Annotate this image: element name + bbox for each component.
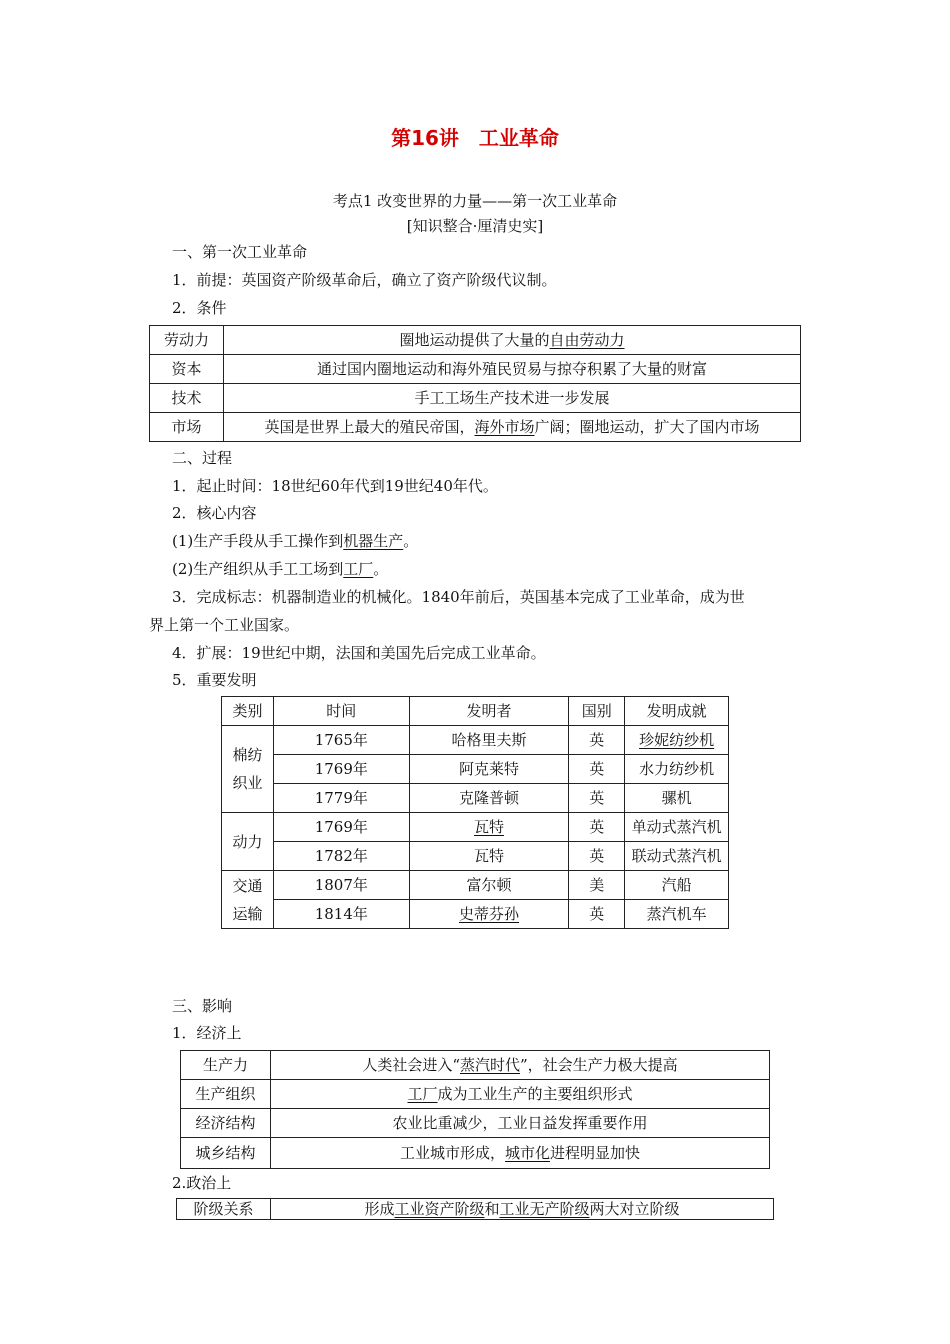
result-cell: 汽船 (625, 871, 729, 900)
table-row (222, 726, 729, 755)
politics-label: 阶级关系 (177, 1199, 271, 1220)
section-tag: [知识整合·厘清史实] (406, 217, 544, 235)
category-cell: 动力 (222, 813, 274, 871)
time-cell: 1779年 (273, 784, 409, 813)
s2-item3-line1: 3．完成标志：机器制造业的机械化。1840年前后，英国基本完成了工业革命，成为世 (172, 588, 745, 606)
category-cell: 交通运输 (222, 871, 274, 929)
s2-item3-line2: 界上第一个工业国家。 (149, 616, 300, 634)
economy-label: 城乡结构 (181, 1138, 271, 1169)
time-cell: 1765年 (273, 726, 409, 755)
table-row (222, 900, 729, 929)
economy-table (180, 1050, 770, 1169)
country-cell: 英 (569, 784, 625, 813)
kaodian-heading: 考点1 改变世界的力量——第一次工业革命 (332, 192, 618, 210)
economy-value: 工业城市形成，城市化进程明显加快 (271, 1138, 770, 1169)
conditions-table (149, 325, 801, 442)
table-row (150, 326, 801, 355)
time-cell: 1769年 (273, 755, 409, 784)
result-cell: 骡机 (625, 784, 729, 813)
table-row (150, 384, 801, 413)
section2-heading: 二、过程 (172, 449, 233, 467)
condition-label: 资本 (150, 355, 224, 384)
economy-label: 经济结构 (181, 1109, 271, 1138)
s2-item2: 2．核心内容 (172, 504, 257, 522)
result-cell: 蒸汽机车 (625, 900, 729, 929)
result-cell: 联动式蒸汽机 (625, 842, 729, 871)
condition-value: 英国是世界上最大的殖民帝国，海外市场广阔；圈地运动，扩大了国内市场 (224, 413, 801, 442)
s3-item1: 1．经济上 (172, 1024, 242, 1042)
table-header-row (222, 697, 729, 726)
s3-item2: 2.政治上 (172, 1174, 232, 1192)
table-row (222, 755, 729, 784)
table-row (222, 813, 729, 842)
inventor-cell: 史蒂芬孙 (409, 900, 569, 929)
time-cell: 1782年 (273, 842, 409, 871)
inventor-cell: 阿克莱特 (409, 755, 569, 784)
country-cell: 英 (569, 842, 625, 871)
inventor-cell: 瓦特 (409, 842, 569, 871)
section1-heading: 一、第一次工业革命 (172, 243, 308, 261)
inventor-cell: 富尔顿 (409, 871, 569, 900)
section3-heading: 三、影响 (172, 997, 233, 1015)
economy-label: 生产组织 (181, 1080, 271, 1109)
table-row (222, 784, 729, 813)
s2-item1: 1．起止时间：18世纪60年代到19世纪40年代。 (172, 477, 498, 495)
header-cell: 时间 (273, 697, 409, 726)
time-cell: 1807年 (273, 871, 409, 900)
economy-value: 人类社会进入“蒸汽时代”，社会生产力极大提高 (271, 1051, 770, 1080)
s2-sub2: (2)生产组织从手工工场到工厂。 (172, 560, 389, 578)
country-cell: 英 (569, 813, 625, 842)
s2-item4: 4．扩展：19世纪中期，法国和美国先后完成工业革命。 (172, 644, 546, 662)
country-cell: 英 (569, 900, 625, 929)
economy-label: 生产力 (181, 1051, 271, 1080)
politics-table (176, 1198, 774, 1220)
result-cell: 单动式蒸汽机 (625, 813, 729, 842)
politics-value: 形成工业资产阶级和工业无产阶级两大对立阶级 (271, 1199, 774, 1220)
result-cell: 珍妮纺纱机 (625, 726, 729, 755)
condition-value: 圈地运动提供了大量的自由劳动力 (224, 326, 801, 355)
header-cell: 发明成就 (625, 697, 729, 726)
table-row (181, 1109, 770, 1138)
condition-value: 手工工场生产技术进一步发展 (224, 384, 801, 413)
inventor-cell: 瓦特 (409, 813, 569, 842)
table-row (150, 413, 801, 442)
header-cell: 类别 (222, 697, 274, 726)
condition-value: 通过国内圈地运动和海外殖民贸易与掠夺积累了大量的财富 (224, 355, 801, 384)
condition-label: 劳动力 (150, 326, 224, 355)
inventor-cell: 克隆普顿 (409, 784, 569, 813)
country-cell: 美 (569, 871, 625, 900)
s2-item5: 5．重要发明 (172, 671, 257, 689)
country-cell: 英 (569, 755, 625, 784)
economy-value: 农业比重减少，工业日益发挥重要作用 (271, 1109, 770, 1138)
table-row (181, 1051, 770, 1080)
inventor-cell: 哈格里夫斯 (409, 726, 569, 755)
table-row (222, 871, 729, 900)
table-row (177, 1199, 774, 1220)
time-cell: 1814年 (273, 900, 409, 929)
inventions-table (221, 696, 729, 929)
page-title: 第16讲 工业革命 (391, 126, 559, 150)
header-cell: 发明者 (409, 697, 569, 726)
table-row (222, 842, 729, 871)
s1-item2: 2．条件 (172, 299, 227, 317)
economy-value: 工厂成为工业生产的主要组织形式 (271, 1080, 770, 1109)
s1-item1: 1．前提：英国资产阶级革命后，确立了资产阶级代议制。 (172, 271, 557, 289)
country-cell: 英 (569, 726, 625, 755)
table-row (181, 1138, 770, 1169)
category-cell: 棉纺织业 (222, 726, 274, 813)
result-cell: 水力纺纱机 (625, 755, 729, 784)
time-cell: 1769年 (273, 813, 409, 842)
table-row (181, 1080, 770, 1109)
table-row (150, 355, 801, 384)
condition-label: 市场 (150, 413, 224, 442)
condition-label: 技术 (150, 384, 224, 413)
header-cell: 国别 (569, 697, 625, 726)
s2-sub1: (1)生产手段从手工操作到机器生产。 (172, 532, 419, 550)
